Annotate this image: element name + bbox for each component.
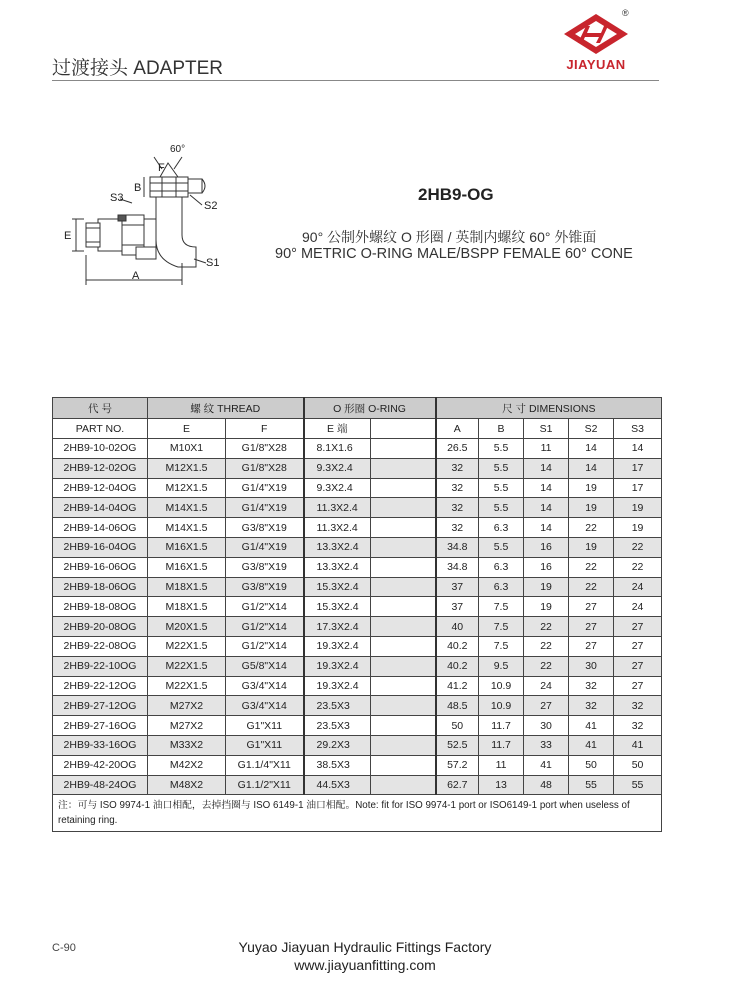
table-row bbox=[53, 676, 662, 696]
cell-part-no: 2HB9-16-06OG bbox=[53, 557, 148, 577]
dim-s2-label: S2 bbox=[204, 200, 218, 212]
cell-thread-e: M16X1.5 bbox=[148, 537, 226, 557]
cell-part-no: 2HB9-16-04OG bbox=[53, 537, 148, 557]
cell-thread-f: G1/2"X14 bbox=[226, 597, 304, 617]
cell-thread-f: G1/4"X19 bbox=[226, 498, 304, 518]
page-number: C-90 bbox=[52, 942, 76, 954]
cell-dim-s2: 50 bbox=[569, 755, 614, 775]
note-row bbox=[53, 795, 662, 832]
cell-dim-s3: 24 bbox=[614, 577, 662, 597]
cell-dim-a: 52.5 bbox=[436, 735, 479, 755]
cell-oring-e: 38.5X3 bbox=[304, 755, 371, 775]
cell-thread-f: G1/2"X14 bbox=[226, 617, 304, 637]
cell-dim-s2: 22 bbox=[569, 518, 614, 538]
table-subheader-row bbox=[53, 419, 662, 439]
table-row bbox=[53, 537, 662, 557]
cell-dim-s2: 19 bbox=[569, 498, 614, 518]
cell-dim-s2: 27 bbox=[569, 636, 614, 656]
cell-dim-s1: 30 bbox=[524, 716, 569, 736]
cell-dim-s1: 14 bbox=[524, 478, 569, 498]
cell-dim-b: 6.3 bbox=[479, 518, 524, 538]
table-row bbox=[53, 735, 662, 755]
cell-thread-f: G1/4"X19 bbox=[226, 478, 304, 498]
spec-table bbox=[52, 397, 662, 832]
cell-thread-e: M18X1.5 bbox=[148, 597, 226, 617]
dim-b-label: B bbox=[134, 182, 142, 194]
product-desc-en: 90° METRIC O-RING MALE/BSPP FEMALE 60° CONE bbox=[275, 246, 633, 262]
cell-thread-e: M12X1.5 bbox=[148, 458, 226, 478]
cell-oring-blank bbox=[371, 557, 436, 577]
cell-thread-f: G1"X11 bbox=[226, 716, 304, 736]
cell-part-no: 2HB9-27-16OG bbox=[53, 716, 148, 736]
table-row bbox=[53, 696, 662, 716]
cell-oring-e: 19.3X2.4 bbox=[304, 656, 371, 676]
cell-dim-s1: 11 bbox=[524, 439, 569, 459]
cell-dim-s3: 14 bbox=[614, 439, 662, 459]
cell-thread-f: G3/4"X14 bbox=[226, 696, 304, 716]
cell-part-no: 2HB9-42-20OG bbox=[53, 755, 148, 775]
cell-oring-blank bbox=[371, 735, 436, 755]
cell-oring-e: 13.3X2.4 bbox=[304, 557, 371, 577]
product-model: 2HB9-OG bbox=[418, 185, 494, 204]
cell-thread-e: M16X1.5 bbox=[148, 557, 226, 577]
subheader-e: E bbox=[148, 419, 226, 439]
fitting-drawing bbox=[58, 135, 238, 295]
cell-oring-e: 29.2X3 bbox=[304, 735, 371, 755]
table-row bbox=[53, 478, 662, 498]
cell-oring-blank bbox=[371, 439, 436, 459]
cell-dim-s1: 14 bbox=[524, 518, 569, 538]
cell-dim-s1: 16 bbox=[524, 557, 569, 577]
cell-dim-s1: 24 bbox=[524, 676, 569, 696]
cell-thread-e: M14X1.5 bbox=[148, 498, 226, 518]
cell-thread-f: G3/4"X14 bbox=[226, 676, 304, 696]
cell-dim-a: 62.7 bbox=[436, 775, 479, 795]
cell-oring-e: 9.3X2.4 bbox=[304, 478, 371, 498]
cell-dim-b: 5.5 bbox=[479, 537, 524, 557]
cell-dim-s3: 17 bbox=[614, 478, 662, 498]
cell-oring-e: 44.5X3 bbox=[304, 775, 371, 795]
subheader-blank bbox=[371, 419, 436, 439]
cell-dim-s3: 22 bbox=[614, 557, 662, 577]
cell-part-no: 2HB9-10-02OG bbox=[53, 439, 148, 459]
header-code: 代 号 bbox=[53, 398, 148, 419]
cell-dim-b: 5.5 bbox=[479, 498, 524, 518]
cell-part-no: 2HB9-22-10OG bbox=[53, 656, 148, 676]
header-thread: 螺 纹 THREAD bbox=[148, 398, 304, 419]
cell-oring-e: 13.3X2.4 bbox=[304, 537, 371, 557]
cell-dim-s3: 27 bbox=[614, 656, 662, 676]
cell-thread-f: G3/8"X19 bbox=[226, 557, 304, 577]
cell-dim-a: 41.2 bbox=[436, 676, 479, 696]
cell-part-no: 2HB9-14-06OG bbox=[53, 518, 148, 538]
table-row bbox=[53, 458, 662, 478]
cell-thread-f: G1/2"X14 bbox=[226, 636, 304, 656]
cell-oring-blank bbox=[371, 597, 436, 617]
cell-part-no: 2HB9-18-08OG bbox=[53, 597, 148, 617]
cell-dim-a: 40.2 bbox=[436, 656, 479, 676]
cell-oring-e: 23.5X3 bbox=[304, 716, 371, 736]
cell-thread-e: M10X1 bbox=[148, 439, 226, 459]
page-title: 过渡接头 ADAPTER bbox=[52, 58, 224, 79]
table-row bbox=[53, 617, 662, 637]
cell-thread-e: M18X1.5 bbox=[148, 577, 226, 597]
cell-dim-a: 37 bbox=[436, 577, 479, 597]
cell-dim-b: 7.5 bbox=[479, 636, 524, 656]
table-row bbox=[53, 439, 662, 459]
table-row bbox=[53, 775, 662, 795]
cell-oring-blank bbox=[371, 656, 436, 676]
subheader-a: A bbox=[436, 419, 479, 439]
cell-dim-s3: 55 bbox=[614, 775, 662, 795]
cell-oring-blank bbox=[371, 775, 436, 795]
cell-oring-blank bbox=[371, 478, 436, 498]
cell-dim-a: 26.5 bbox=[436, 439, 479, 459]
cell-oring-blank bbox=[371, 636, 436, 656]
cell-dim-s1: 48 bbox=[524, 775, 569, 795]
cell-dim-a: 34.8 bbox=[436, 537, 479, 557]
cell-oring-blank bbox=[371, 755, 436, 775]
subheader-e-end: E 端 bbox=[304, 419, 371, 439]
cell-dim-s2: 41 bbox=[569, 716, 614, 736]
cell-dim-b: 13 bbox=[479, 775, 524, 795]
header-dimensions: 尺 寸 DIMENSIONS bbox=[436, 398, 662, 419]
cell-dim-a: 40 bbox=[436, 617, 479, 637]
cell-part-no: 2HB9-27-12OG bbox=[53, 696, 148, 716]
cell-part-no: 2HB9-12-02OG bbox=[53, 458, 148, 478]
cell-dim-s1: 14 bbox=[524, 498, 569, 518]
cell-thread-e: M22X1.5 bbox=[148, 676, 226, 696]
cell-thread-e: M27X2 bbox=[148, 716, 226, 736]
cell-oring-blank bbox=[371, 716, 436, 736]
cell-dim-a: 32 bbox=[436, 478, 479, 498]
cell-oring-blank bbox=[371, 577, 436, 597]
cell-oring-blank bbox=[371, 676, 436, 696]
cell-dim-s3: 27 bbox=[614, 636, 662, 656]
cell-dim-a: 32 bbox=[436, 458, 479, 478]
cell-oring-e: 15.3X2.4 bbox=[304, 577, 371, 597]
cell-dim-s3: 41 bbox=[614, 735, 662, 755]
dim-s3-label: S3 bbox=[110, 192, 124, 204]
cell-thread-f: G3/8"X19 bbox=[226, 577, 304, 597]
cell-dim-s3: 32 bbox=[614, 696, 662, 716]
cell-part-no: 2HB9-33-16OG bbox=[53, 735, 148, 755]
dim-f-label: F bbox=[158, 162, 165, 174]
cell-dim-s2: 55 bbox=[569, 775, 614, 795]
cell-dim-s2: 22 bbox=[569, 577, 614, 597]
cell-thread-e: M42X2 bbox=[148, 755, 226, 775]
cell-dim-s3: 24 bbox=[614, 597, 662, 617]
cell-dim-s3: 50 bbox=[614, 755, 662, 775]
cell-dim-s3: 22 bbox=[614, 537, 662, 557]
table-row bbox=[53, 597, 662, 617]
dim-a-label: A bbox=[132, 270, 140, 282]
cell-oring-blank bbox=[371, 617, 436, 637]
cell-thread-f: G3/8"X19 bbox=[226, 518, 304, 538]
cell-thread-e: M22X1.5 bbox=[148, 656, 226, 676]
cell-dim-a: 40.2 bbox=[436, 636, 479, 656]
cell-oring-blank bbox=[371, 498, 436, 518]
company-name: Yuyao Jiayuan Hydraulic Fittings Factory bbox=[238, 939, 492, 955]
cell-dim-s2: 22 bbox=[569, 557, 614, 577]
cell-dim-b: 11.7 bbox=[479, 735, 524, 755]
cell-dim-s2: 14 bbox=[569, 439, 614, 459]
cell-oring-e: 23.5X3 bbox=[304, 696, 371, 716]
cell-dim-s2: 19 bbox=[569, 537, 614, 557]
cell-oring-e: 17.3X2.4 bbox=[304, 617, 371, 637]
cell-dim-s2: 32 bbox=[569, 696, 614, 716]
cell-dim-s1: 22 bbox=[524, 656, 569, 676]
angle-label: 60° bbox=[170, 144, 186, 155]
cell-dim-b: 5.5 bbox=[479, 458, 524, 478]
cell-thread-f: G1.1/2"X11 bbox=[226, 775, 304, 795]
cell-dim-s1: 14 bbox=[524, 458, 569, 478]
cell-dim-s3: 19 bbox=[614, 518, 662, 538]
table-row bbox=[53, 636, 662, 656]
cell-dim-b: 10.9 bbox=[479, 676, 524, 696]
cell-dim-s2: 30 bbox=[569, 656, 614, 676]
cell-dim-s1: 22 bbox=[524, 617, 569, 637]
cell-part-no: 2HB9-22-08OG bbox=[53, 636, 148, 656]
cell-dim-s2: 14 bbox=[569, 458, 614, 478]
table-row bbox=[53, 716, 662, 736]
cell-dim-s3: 19 bbox=[614, 498, 662, 518]
cell-dim-s3: 27 bbox=[614, 676, 662, 696]
cell-dim-b: 6.3 bbox=[479, 557, 524, 577]
cell-oring-blank bbox=[371, 537, 436, 557]
cell-dim-b: 7.5 bbox=[479, 617, 524, 637]
cell-part-no: 2HB9-12-04OG bbox=[53, 478, 148, 498]
cell-dim-b: 10.9 bbox=[479, 696, 524, 716]
table-row bbox=[53, 755, 662, 775]
cell-thread-e: M20X1.5 bbox=[148, 617, 226, 637]
cell-thread-f: G1"X11 bbox=[226, 735, 304, 755]
cell-dim-b: 5.5 bbox=[479, 439, 524, 459]
cell-dim-s1: 41 bbox=[524, 755, 569, 775]
cell-dim-s2: 19 bbox=[569, 478, 614, 498]
subheader-f: F bbox=[226, 419, 304, 439]
cell-dim-s3: 17 bbox=[614, 458, 662, 478]
dim-s1-label: S1 bbox=[206, 257, 220, 269]
cell-dim-b: 7.5 bbox=[479, 597, 524, 617]
table-row bbox=[53, 557, 662, 577]
subheader-s2: S2 bbox=[569, 419, 614, 439]
table-header-row bbox=[53, 398, 662, 419]
cell-oring-e: 15.3X2.4 bbox=[304, 597, 371, 617]
brand-name: JIAYUAN bbox=[566, 57, 626, 72]
cell-dim-s2: 32 bbox=[569, 676, 614, 696]
subheader-s1: S1 bbox=[524, 419, 569, 439]
cell-dim-s1: 27 bbox=[524, 696, 569, 716]
cell-dim-a: 50 bbox=[436, 716, 479, 736]
header-oring: O 形圈 O-RING bbox=[304, 398, 436, 419]
cell-dim-a: 34.8 bbox=[436, 557, 479, 577]
cell-dim-b: 6.3 bbox=[479, 577, 524, 597]
cell-dim-a: 37 bbox=[436, 597, 479, 617]
cell-part-no: 2HB9-18-06OG bbox=[53, 577, 148, 597]
cell-thread-f: G1/8"X28 bbox=[226, 458, 304, 478]
cell-dim-a: 32 bbox=[436, 518, 479, 538]
cell-thread-e: M14X1.5 bbox=[148, 518, 226, 538]
cell-thread-e: M33X2 bbox=[148, 735, 226, 755]
cell-thread-f: G5/8"X14 bbox=[226, 656, 304, 676]
cell-dim-a: 32 bbox=[436, 498, 479, 518]
header-divider bbox=[52, 80, 659, 81]
cell-thread-f: G1/4"X19 bbox=[226, 537, 304, 557]
cell-dim-s2: 27 bbox=[569, 597, 614, 617]
company-website: www.jiayuanfitting.com bbox=[294, 957, 436, 973]
cell-dim-b: 5.5 bbox=[479, 478, 524, 498]
cell-oring-e: 9.3X2.4 bbox=[304, 458, 371, 478]
cell-dim-s2: 27 bbox=[569, 617, 614, 637]
cell-thread-e: M48X2 bbox=[148, 775, 226, 795]
cell-thread-e: M12X1.5 bbox=[148, 478, 226, 498]
cell-dim-s1: 22 bbox=[524, 636, 569, 656]
cell-part-no: 2HB9-22-12OG bbox=[53, 676, 148, 696]
cell-oring-e: 11.3X2.4 bbox=[304, 518, 371, 538]
cell-part-no: 2HB9-48-24OG bbox=[53, 775, 148, 795]
table-row bbox=[53, 498, 662, 518]
cell-thread-e: M22X1.5 bbox=[148, 636, 226, 656]
registered-mark: ® bbox=[622, 8, 629, 18]
cell-dim-b: 9.5 bbox=[479, 656, 524, 676]
subheader-part-no: PART NO. bbox=[53, 419, 148, 439]
cell-dim-b: 11.7 bbox=[479, 716, 524, 736]
cell-oring-e: 19.3X2.4 bbox=[304, 676, 371, 696]
cell-dim-a: 57.2 bbox=[436, 755, 479, 775]
cell-oring-e: 8.1X1.6 bbox=[304, 439, 371, 459]
cell-oring-e: 19.3X2.4 bbox=[304, 636, 371, 656]
table-row bbox=[53, 518, 662, 538]
table-note: 注：可与 ISO 9974-1 油口相配，去掉挡圈与 ISO 6149-1 油口相配。Note: fit for ISO 9974-1 port or ISO6149-1 port when useless of retaining ring. bbox=[53, 795, 662, 832]
cell-oring-blank bbox=[371, 696, 436, 716]
cell-dim-s1: 19 bbox=[524, 577, 569, 597]
subheader-b: B bbox=[479, 419, 524, 439]
cell-oring-e: 11.3X2.4 bbox=[304, 498, 371, 518]
cell-oring-blank bbox=[371, 458, 436, 478]
cell-dim-s2: 41 bbox=[569, 735, 614, 755]
cell-dim-a: 48.5 bbox=[436, 696, 479, 716]
subheader-s3: S3 bbox=[614, 419, 662, 439]
dim-e-label: E bbox=[64, 230, 72, 242]
cell-dim-s1: 16 bbox=[524, 537, 569, 557]
cell-part-no: 2HB9-14-04OG bbox=[53, 498, 148, 518]
cell-dim-s1: 19 bbox=[524, 597, 569, 617]
cell-dim-s3: 27 bbox=[614, 617, 662, 637]
table-row bbox=[53, 577, 662, 597]
cell-dim-s3: 32 bbox=[614, 716, 662, 736]
cell-thread-e: M27X2 bbox=[148, 696, 226, 716]
cell-thread-f: G1.1/4"X11 bbox=[226, 755, 304, 775]
cell-dim-b: 11 bbox=[479, 755, 524, 775]
cell-part-no: 2HB9-20-08OG bbox=[53, 617, 148, 637]
product-desc-cn: 90° 公制外螺纹 O 形圈 / 英制内螺纹 60° 外锥面 bbox=[302, 229, 597, 245]
cell-thread-f: G1/8"X28 bbox=[226, 439, 304, 459]
cell-dim-s1: 33 bbox=[524, 735, 569, 755]
cell-oring-blank bbox=[371, 518, 436, 538]
table-row bbox=[53, 656, 662, 676]
